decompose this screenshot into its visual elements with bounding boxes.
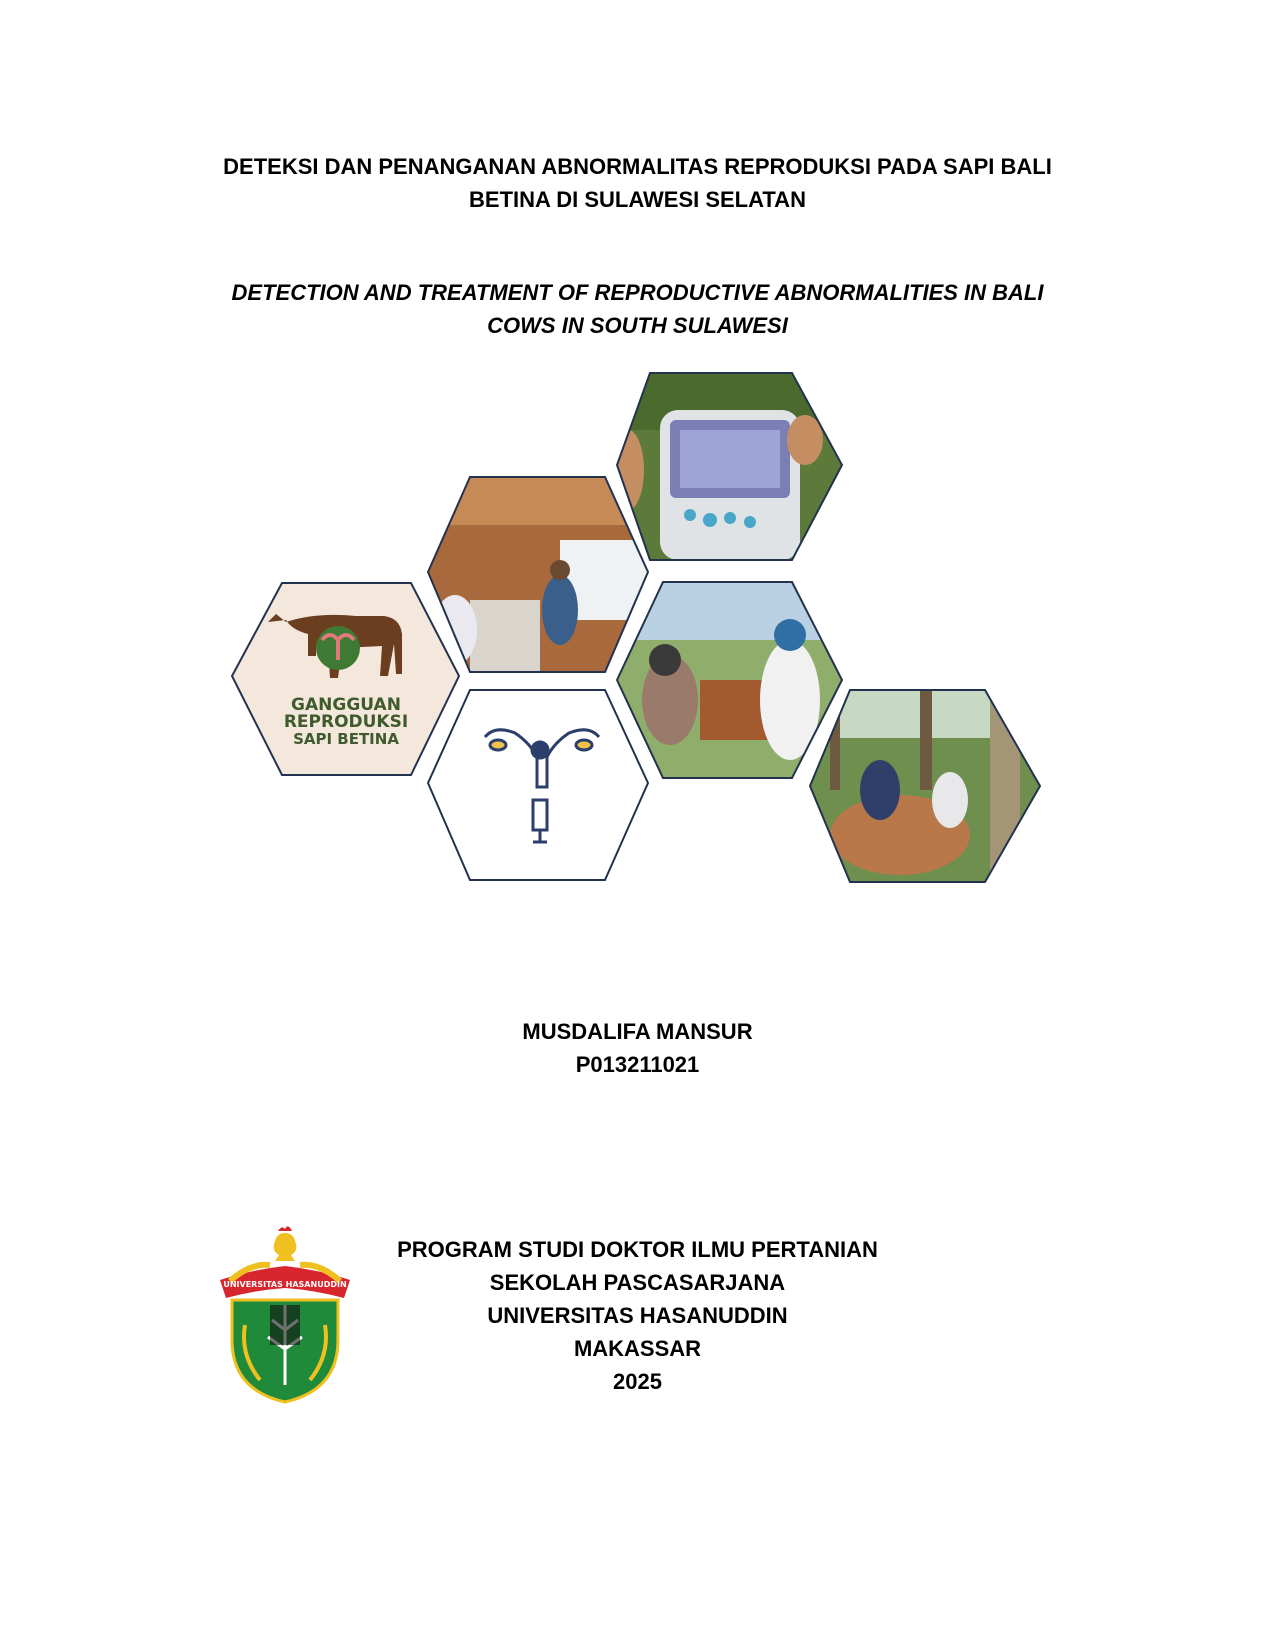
author-name: MUSDALIFA MANSUR (522, 1019, 753, 1044)
institution-block (0, 1233, 1275, 1398)
uterus-syringe-icon-hex (428, 690, 648, 880)
logo-text-line3: SAPI BETINA (293, 730, 399, 748)
title-indonesian-line1: DETEKSI DAN PENANGANAN ABNORMALITAS REPRODUKSI PADA SAPI BALI (223, 154, 1052, 179)
gangguan-reproduksi-logo-hex (232, 583, 459, 775)
program-name: PROGRAM STUDI DOKTOR ILMU PERTANIAN (397, 1237, 878, 1262)
svg-text:UNIVERSITAS HASANUDDIN: UNIVERSITAS HASANUDDIN (223, 1280, 347, 1289)
logo-text-line2: REPRODUKSI (283, 712, 409, 732)
title-english-line2: COWS IN SOUTH SULAWESI (487, 313, 788, 338)
year: 2025 (613, 1369, 662, 1394)
author-student-id: P013211021 (575, 1052, 700, 1077)
photo-ultrasound-hex (612, 370, 845, 565)
city-name: MAKASSAR (573, 1336, 702, 1361)
title-english-line1: DETECTION AND TREATMENT OF REPRODUCTIVE ABNORMALITIES IN BALI (231, 280, 1044, 305)
author-block (0, 1015, 1275, 1081)
title-indonesian-line2: BETINA DI SULAWESI SELATAN (469, 187, 806, 212)
logo-text-line1: GANGGUAN (291, 695, 401, 715)
school-name: SEKOLAH PASCASARJANA (489, 1270, 786, 1295)
university-name: UNIVERSITAS HASANUDDIN (487, 1303, 788, 1328)
